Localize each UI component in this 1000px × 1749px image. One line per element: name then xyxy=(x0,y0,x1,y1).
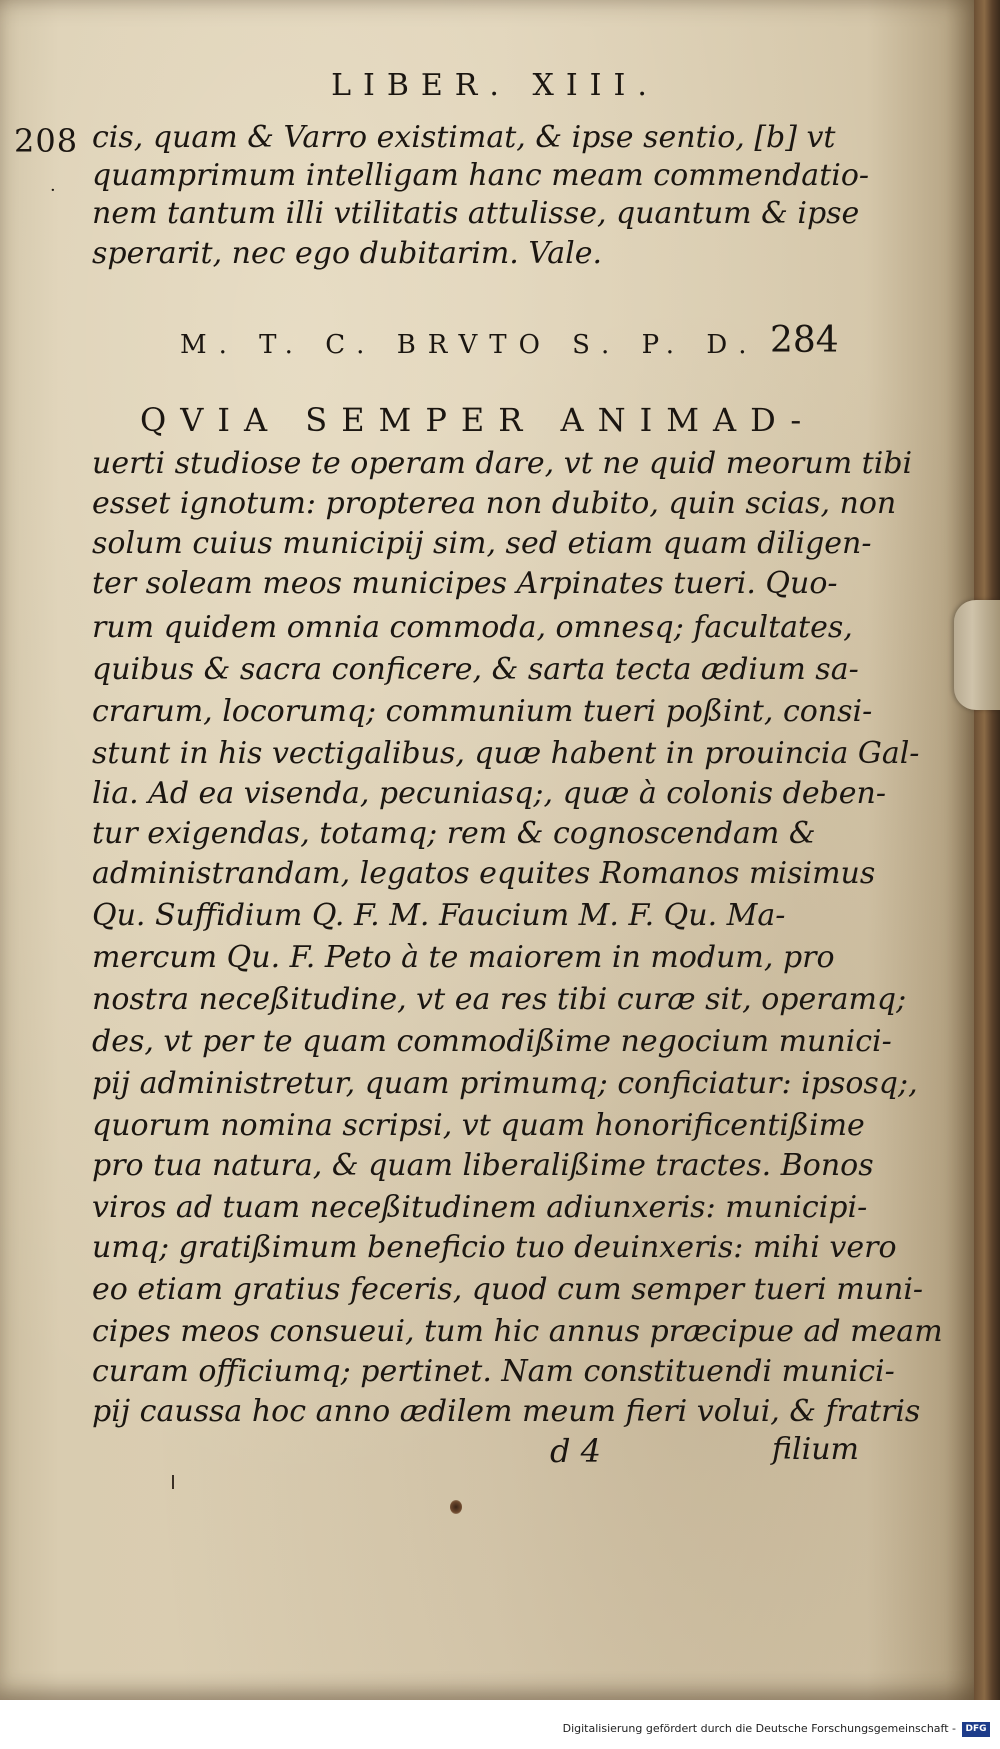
ink-mark xyxy=(172,1475,174,1489)
funding-note: Digitalisierung gefördert durch die Deutsche Forschungsgemeinschaft - xyxy=(562,1722,956,1735)
book-clasp-band xyxy=(954,600,1000,710)
ink-stain xyxy=(450,1500,462,1514)
text-line: stunt in his vectigalibus, quæ habent in prouincia Gal- xyxy=(92,736,920,771)
dfg-logo: DFG xyxy=(962,1722,990,1737)
text-line: des, vt per te quam commodißime negocium munici- xyxy=(92,1024,892,1059)
text-line: nostra neceßitudine, vt ea res tibi curæ sit, operamq; xyxy=(92,982,907,1017)
text-line: lia. Ad ea visenda, pecuniasq;, quæ à colonis deben- xyxy=(92,776,886,811)
text-line: pro tua natura, & quam liberalißime tractes. Bonos xyxy=(92,1148,874,1183)
text-line: esset ignotum: propterea non dubito, quin scias, non xyxy=(92,486,897,521)
text-line: eo etiam gratius feceris, quod cum semper tueri muni- xyxy=(92,1272,924,1307)
text-line: pij administretur, quam primumq; conficiatur: ipsosq;, xyxy=(92,1066,918,1101)
letter-number: 284 xyxy=(770,320,839,361)
text-line: ter soleam meos municipes Arpinates tueri. Quo- xyxy=(92,566,838,601)
running-head: LIBER. XIII. xyxy=(331,68,659,103)
text-line: nem tantum illi vtilitatis attulisse, quantum & ipse xyxy=(92,196,860,231)
text-line: sperarit, nec ego dubitarim. Vale. xyxy=(92,236,603,271)
text-line: uerti studiose te operam dare, vt ne quid meorum tibi xyxy=(92,446,913,481)
text-line: umq; gratißimum beneficio tuo deuinxeris: mihi vero xyxy=(92,1230,897,1265)
text-line: quibus & sacra conficere, & sarta tecta ædium sa- xyxy=(92,652,859,687)
text-line: Qu. Suffidium Q. F. M. Faucium M. F. Qu. Ma- xyxy=(92,898,786,933)
book-fore-edge xyxy=(974,0,1000,1700)
text-line: administrandam, legatos equites Romanos misimus xyxy=(92,856,876,891)
footer-strip xyxy=(0,1700,1000,1749)
text-line: crarum, locorumq; communium tueri poßint, consi- xyxy=(92,694,873,729)
text-line: quorum nomina scripsi, vt quam honorificentißime xyxy=(92,1108,865,1143)
signature-mark: d 4 xyxy=(550,1432,602,1470)
text-line: viros ad tuam neceßitudinem adiunxeris: municipi- xyxy=(92,1190,868,1225)
text-line: tur exigendas, totamq; rem & cognoscendam & xyxy=(92,816,816,851)
text-line: pij caussa hoc anno ædilem meum fieri volui, & fratris xyxy=(92,1394,921,1429)
text-line: mercum Qu. F. Peto à te maiorem in modum, pro xyxy=(92,940,835,975)
side-number: 208 xyxy=(14,122,79,160)
text-line: quamprimum intelligam hanc meam commendatio- xyxy=(92,158,870,193)
catchword: filium xyxy=(772,1432,859,1467)
letter-heading: M. T. C. BRVTO S. P. D. xyxy=(180,330,759,360)
text-line: cis, quam & Varro existimat, & ipse sentio, [b] vt xyxy=(92,120,836,155)
text-line: solum cuius municipij sim, sed etiam quam diligen- xyxy=(92,526,872,561)
text-line: cipes meos consueui, tum hic annus præcipue ad meam xyxy=(92,1314,943,1349)
text-line: rum quidem omnia commoda, omnesq; facultates, xyxy=(92,610,853,645)
letter-opening: QVIA SEMPER ANIMAD- xyxy=(140,401,816,439)
text-line: curam officiumq; pertinet. Nam constituendi munici- xyxy=(92,1354,895,1389)
side-dot: · xyxy=(50,180,56,201)
